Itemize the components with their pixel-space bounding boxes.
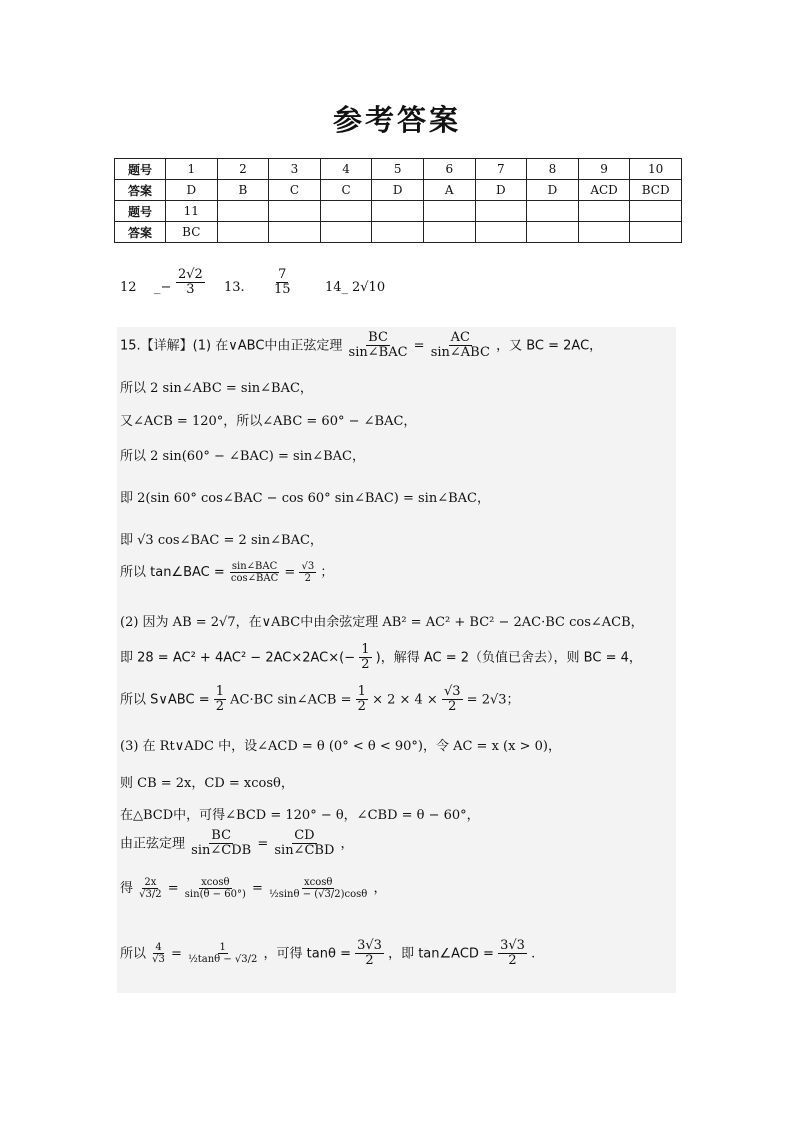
table-cell: B [217, 180, 269, 201]
solution-line-3: 又∠ACB = 120°，所以∠ABC = 60° − ∠BAC， [120, 414, 417, 429]
fill-in-answers [120, 268, 520, 308]
table-cell: A [423, 180, 475, 201]
numerator: xcosθ [201, 877, 230, 888]
table-cell: BC [166, 222, 218, 243]
solution-line-8: (2) 因为 AB = 2√7，在∨ABC中由余弦定理 AB² = AC² + BC² − 2AC·BC cos∠ACB， [120, 615, 644, 630]
solution-block [117, 327, 676, 993]
table-cell [320, 201, 372, 222]
line-text: × 2 × 4 × [372, 692, 438, 708]
table-cell [578, 201, 630, 222]
table-cell [527, 222, 579, 243]
table-cell: ACD [578, 180, 630, 201]
denominator: ½tanθ − √3/2 [188, 954, 258, 966]
numerator: 1 [219, 942, 226, 954]
table-cell: 11 [166, 201, 218, 222]
table-cell: 9 [578, 159, 630, 180]
numerator: BC [368, 330, 388, 345]
table-cell [269, 201, 321, 222]
denominator: sin∠CDB [191, 843, 252, 859]
q14-label: 14_ [325, 280, 349, 295]
solution-line-2: 所以 2 sin∠ABC = sin∠BAC， [120, 381, 313, 396]
denominator: 2 [365, 953, 374, 969]
table-cell [423, 222, 475, 243]
table-cell: D [527, 180, 579, 201]
solution-line-10 [120, 685, 520, 715]
denominator: ½sinθ − (√3/2)cosθ [269, 889, 368, 900]
fraction [214, 685, 226, 715]
denominator: sin∠CBD [274, 843, 335, 859]
line-text: 即 28 = AC² + 4AC² − 2AC×2AC×(− [120, 650, 356, 666]
denominator: 2 [304, 573, 311, 584]
q13-fraction [272, 268, 293, 298]
fraction [429, 331, 492, 361]
numerator: √3 [301, 561, 315, 572]
line-text: ； [320, 565, 334, 580]
q12-sign: _− [154, 280, 172, 295]
line-text: ，可得 tanθ = [263, 946, 351, 962]
solution-line-12: 则 CB = 2x，CD = xcosθ， [120, 776, 294, 791]
denominator: 2 [508, 953, 517, 969]
denominator: sin∠ABC [430, 345, 490, 361]
table-cell: 7 [475, 159, 527, 180]
table-cell [630, 201, 682, 222]
fraction [229, 561, 280, 584]
table-row [115, 222, 682, 243]
table-cell [578, 222, 630, 243]
fraction [150, 942, 167, 965]
table-cell: 3 [269, 159, 321, 180]
solution-line-5: 即 2(sin 60° cos∠BAC − cos 60° sin∠BAC) = sin∠BAC， [120, 491, 490, 506]
answer-table [114, 158, 682, 243]
solution-line-7: 所以 tan∠BAC = $\frac{\text{sin∠BAC}}{\text{cos∠BAC}}$ = $\frac{√3}{2}$ ； [120, 561, 334, 584]
line-text: ，又 BC = 2AC， [496, 338, 603, 354]
table-cell: D [166, 180, 218, 201]
fraction [359, 643, 371, 673]
denominator: 2 [215, 699, 225, 715]
denominator: sin∠BAC [348, 345, 408, 361]
table-cell: 2 [217, 159, 269, 180]
line-text: ，即 tan∠ACD = [388, 946, 494, 962]
numerator: sin∠BAC [231, 561, 278, 572]
line-text: . [531, 946, 536, 962]
table-cell [217, 201, 269, 222]
table-row [115, 180, 682, 201]
line-text: ， [373, 881, 387, 896]
table-header-cell: 题号 [115, 201, 166, 222]
table-row [115, 201, 682, 222]
line-text: 15.【详解】(1) 在∨ABC中由正弦定理 [120, 338, 343, 354]
table-cell [372, 222, 424, 243]
table-cell [527, 201, 579, 222]
table-cell: 1 [166, 159, 218, 180]
q12-numerator: 2√2 [178, 267, 203, 282]
denominator: cos∠BAC [230, 573, 279, 584]
line-text: 所以 tan∠BAC = [120, 565, 225, 580]
fraction [137, 877, 163, 900]
q13-numerator: 7 [278, 267, 287, 282]
line-text: 所以 [120, 946, 147, 962]
denominator: √3 [152, 954, 165, 966]
denominator: 2 [357, 699, 366, 715]
numerator: BC [211, 828, 232, 843]
numerator: 4 [155, 942, 162, 954]
denominator: 2 [361, 657, 370, 673]
table-cell: D [372, 180, 424, 201]
numerator: 2x [144, 877, 157, 888]
numerator: AC [450, 330, 470, 345]
denominator: √3/2 [139, 889, 162, 900]
table-cell: 5 [372, 159, 424, 180]
q13-denominator: 15 [274, 282, 291, 298]
numerator: √3 [443, 684, 461, 699]
line-text: 得 [120, 881, 134, 896]
numerator: 3√3 [357, 938, 382, 953]
fraction [347, 331, 410, 361]
table-cell: 6 [423, 159, 475, 180]
table-cell [217, 222, 269, 243]
numerator: xcosθ [303, 877, 333, 888]
table-cell: D [475, 180, 527, 201]
fraction [272, 829, 336, 859]
table-cell [423, 201, 475, 222]
q13-label: 13. [224, 280, 245, 295]
table-cell [269, 222, 321, 243]
solution-line-6: 即 √3 cos∠BAC = 2 sin∠BAC， [120, 533, 323, 548]
table-cell [630, 222, 682, 243]
denominator: sin(θ − 60°) [184, 889, 246, 900]
line-text: )，解得 AC = 2（负值已舍去），则 BC = 4， [375, 650, 642, 666]
table-cell: 4 [320, 159, 372, 180]
fraction [498, 939, 527, 969]
numerator: 1 [357, 684, 366, 699]
numerator: 3√3 [500, 938, 525, 953]
table-cell: BCD [630, 180, 682, 201]
solution-line-1: 15.【详解】(1) 在∨ABC中由正弦定理 $\frac{BC}{\text{sin∠BAC}}$ = $\frac{AC}{\text{sin∠ABC}}$ ，又 BC = 2AC， [120, 330, 603, 361]
table-cell: C [320, 180, 372, 201]
solution-line-15: 得 $\frac{2x}{√3/2}$ = $\frac{xcos\theta}{\sin(\theta - 60^\circ)}$ = $\frac{xcos\theta}{\text{½sinθ − (√3/2)cosθ}}$ ， [120, 877, 387, 900]
solution-line-13: 在△BCD中，可得∠BCD = 120° − θ，∠CBD = θ − 60°， [120, 808, 480, 823]
table-cell: C [269, 180, 321, 201]
fraction [299, 561, 316, 584]
solution-line-9 [120, 643, 642, 673]
table-cell [320, 222, 372, 243]
table-row [115, 159, 682, 180]
table-cell [372, 201, 424, 222]
solution-line-14: 由正弦定理 $\frac{BC}{\text{sin∠CDB}}$ = $\frac{CD}{\text{sin∠CBD}}$ ， [120, 828, 354, 859]
q12-fraction [176, 268, 205, 298]
page-title: 参考答案 [332, 103, 461, 137]
denominator: 2 [448, 699, 457, 715]
numerator: 1 [361, 642, 370, 657]
numerator: CD [294, 828, 315, 843]
table-header-cell: 答案 [115, 180, 166, 201]
solution-line-4: 所以 2 sin(60° − ∠BAC) = sin∠BAC， [120, 449, 366, 464]
line-text: = 2√3； [466, 692, 520, 708]
fraction [267, 877, 369, 900]
fraction [183, 877, 248, 900]
q12-label: 12 [120, 280, 137, 295]
table-header-cell: 答案 [115, 222, 166, 243]
numerator: 1 [215, 684, 225, 699]
solution-line-16: 所以 $\frac{4}{√3}$ = $\frac{1}{\text{½tanθ − √3/2}}$ ，可得 tanθ = $\frac{3√3}{2}$ ，即 tan∠ACD = $\frac{3√3}{2}$ . [120, 938, 536, 969]
fraction [356, 685, 368, 715]
line-text: AC·BC sin∠ACB = [230, 692, 352, 708]
q12-denominator: 3 [186, 282, 195, 298]
line-text: 由正弦定理 [120, 836, 186, 852]
fraction [442, 685, 463, 715]
line-text: ， [340, 836, 354, 852]
table-cell: 8 [527, 159, 579, 180]
table-cell [475, 222, 527, 243]
fraction [186, 942, 259, 965]
fraction [189, 829, 253, 859]
q14-answer: 2√10 [352, 280, 386, 295]
table-cell: 10 [630, 159, 682, 180]
line-text: 所以 S∨ABC = [120, 692, 210, 708]
solution-line-11: (3) 在 Rt∨ADC 中，设∠ACD = θ (0° < θ < 90°)，令 AC = x (x > 0)， [120, 739, 561, 754]
table-cell [475, 201, 527, 222]
fraction [355, 939, 384, 969]
table-header-cell: 题号 [115, 159, 166, 180]
